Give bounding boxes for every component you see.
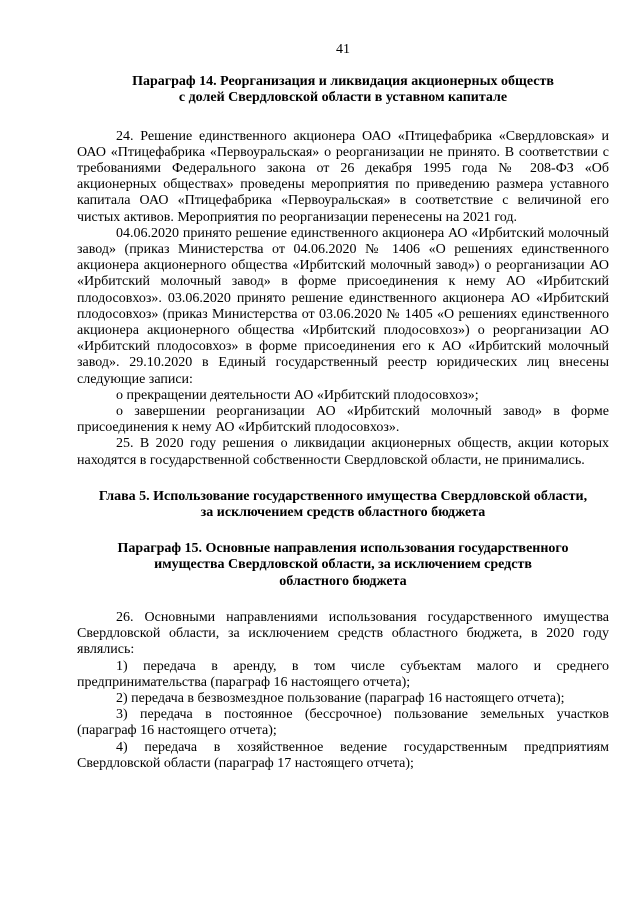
page-number: 41 xyxy=(336,42,350,57)
paragraph-irbit-decision: 04.06.2020 принято решение единственного акционера АО «Ирбитский молочный завод» (приказ Министерства от 04.06.2020 № 1406 «О решениях единственного акционера акционерного общества «Ирбитский молочный завод») о реорганизации АО «Ирбитский молочный завод» в форме присоединения к нему АО «Ирбитский плодосовхоз». 03.06.2020 принято решение единственного акционера АО «Ирбитский плодосовхоз» (приказ Министерства от 03.06.2020 № 1405 «О решениях единственного акционера акционерного общества «Ирбитский плодосовхоз») о реорганизации АО «Ирбитский плодосовхоз» в форме присоединения его к АО «Ирбитский молочный завод». 29.10.2020 в Единый государственный реестр юридических лиц внесены следующие записи: xyxy=(77,225,609,387)
chapter-5-title-line-2: за исключением средств областного бюджета xyxy=(200,505,486,521)
paragraph-26: 26. Основными направлениями использования государственного имущества Свердловской области, за исключением средств областного бюджета, в 2020 году являлись: xyxy=(77,609,609,658)
paragraph-15-title-line-3: областного бюджета xyxy=(279,573,407,589)
chapter-5-title-line-1: Глава 5. Использование государственного имущества Свердловской области, xyxy=(98,488,588,504)
paragraph-15-title-line-2: имущества Свердловской области, за исключением средств xyxy=(154,557,532,573)
list-item-1: 1) передача в аренду, в том числе субъектам малого и среднего предпринимательства (параграф 16 настоящего отчета); xyxy=(77,658,609,690)
registry-entry-1: о прекращении деятельности АО «Ирбитский плодосовхоз»; xyxy=(116,387,479,403)
list-item-2: 2) передача в безвозмездное пользование (параграф 16 настоящего отчета); xyxy=(116,690,565,706)
paragraph-14-title-line-2: с долей Свердловской области в уставном капитале xyxy=(178,90,508,106)
paragraph-25: 25. В 2020 году решения о ликвидации акционерных обществ, акции которых находятся в государственной собственности Свердловской области, не принимались. xyxy=(77,436,609,468)
list-item-3: 3) передача в постоянное (бессрочное) пользование земельных участков (параграф 16 настоящего отчета); xyxy=(77,707,609,739)
registry-entry-2: о завершении реорганизации АО «Ирбитский молочный завод» в форме присоединения к нему АО «Ирбитский плодосовхоз». xyxy=(77,404,609,436)
paragraph-24: 24. Решение единственного акционера ОАО «Птицефабрика «Свердловская» и ОАО «Птицефабрика «Первоуральская» о реорганизации не принято. В соответствии с требованиями Федерального закона от 26 декабря 1995 года № 208-ФЗ «Об акционерных обществах» проведены мероприятия по приведению размера уставного капитала ОАО «Птицефабрика «Первоуральская» в соответствие с величиной его чистых активов. Мероприятия по реорганизации перенесены на 2021 год. xyxy=(77,128,609,225)
list-item-4: 4) передача в хозяйственное ведение государственным предприятиям Свердловской области (параграф 17 настоящего отчета); xyxy=(77,739,609,771)
paragraph-15-title-line-1: Параграф 15. Основные направления использования государственного xyxy=(117,541,569,557)
document-page xyxy=(77,42,609,772)
paragraph-14-title-line-1: Параграф 14. Реорганизация и ликвидация акционерных обществ xyxy=(132,74,554,90)
